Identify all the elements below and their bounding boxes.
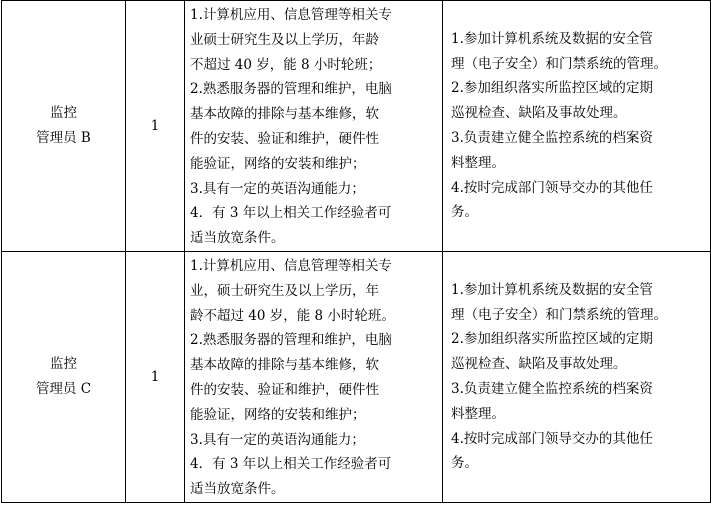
requirement-line: 基本故障的排除与基本维修，软 [190,357,379,374]
requirement-line: 件的安装、验证和维护，硬件性 [190,381,379,398]
duty-line: 理（电子安全）和门禁系统的管理。 [451,55,667,72]
position-title-cell [2,252,126,503]
duty-line: 1.参加计算机系统及数据的安全管 [451,281,653,298]
table-row [2,1,711,252]
position-title-line: 管理员 C [35,381,92,397]
duty-line: 务。 [451,204,478,221]
duty-line: 料整理。 [451,154,505,171]
duty-line: 4.按时完成部门领导交办的其他任 [451,430,653,447]
requirement-line: 业，硕士研究生及以上学历，年 [190,282,379,299]
duty-line: 巡视检查、缺陷及事故处理。 [451,105,627,122]
requirement-line: 能验证，网络的安装和维护； [190,155,366,172]
duty-line: 务。 [451,455,478,472]
requirement-line: 能验证，网络的安装和维护； [190,406,366,423]
requirement-line: 龄不超过 40 岁，能 8 小时轮班。 [190,307,395,324]
duty-line: 料整理。 [451,405,505,422]
duty-line: 1.参加计算机系统及数据的安全管 [451,30,653,47]
requirement-line: 2.熟悉服务器的管理和维护，电脑 [190,332,392,349]
requirement-line: 适当放宽条件。 [190,230,285,247]
position-title-line: 监控 [50,105,77,122]
requirements-cell [185,1,443,252]
duty-line: 巡视检查、缺陷及事故处理。 [451,356,627,373]
headcount-cell: 1 [126,252,185,503]
requirement-line: 不超过 40 岁，能 8 小时轮班； [190,56,382,73]
requirement-line: 4．有 3 年以上相关工作经验者可 [190,456,392,473]
requirements-cell [185,252,443,503]
requirement-line: 基本故障的排除与基本维修，软 [190,106,379,123]
job-table [1,0,711,503]
requirement-line: 适当放宽条件。 [190,481,285,498]
position-title-cell [2,1,126,252]
duties-cell [443,252,711,503]
duty-line: 4.按时完成部门领导交办的其他任 [451,179,653,196]
position-title-line: 管理员 B [36,130,91,146]
duty-line: 2.参加组织落实所监控区域的定期 [451,80,653,97]
requirement-line: 1.计算机应用、信息管理等相关专 [190,258,392,274]
duty-line: 3.负责建立健全监控系统的档案资 [451,130,653,146]
duty-line: 理（电子安全）和门禁系统的管理。 [451,306,667,323]
headcount-cell: 1 [126,1,185,252]
requirement-line: 业硕士研究生及以上学历，年龄 [190,31,379,48]
requirement-line: 4．有 3 年以上相关工作经验者可 [190,205,392,222]
requirement-line: 3.具有一定的英语沟通能力； [190,180,365,197]
duty-line: 2.参加组织落实所监控区域的定期 [451,331,653,348]
table-row [2,252,711,503]
duties-cell [443,1,711,252]
requirement-line: 2.熟悉服务器的管理和维护，电脑 [190,81,392,98]
requirement-line: 件的安装、验证和维护，硬件性 [190,130,379,147]
duty-line: 3.负责建立健全监控系统的档案资 [451,381,653,397]
requirement-line: 3.具有一定的英语沟通能力； [190,431,365,448]
position-title-line: 监控 [50,356,77,373]
requirement-line: 1.计算机应用、信息管理等相关专 [190,7,392,23]
